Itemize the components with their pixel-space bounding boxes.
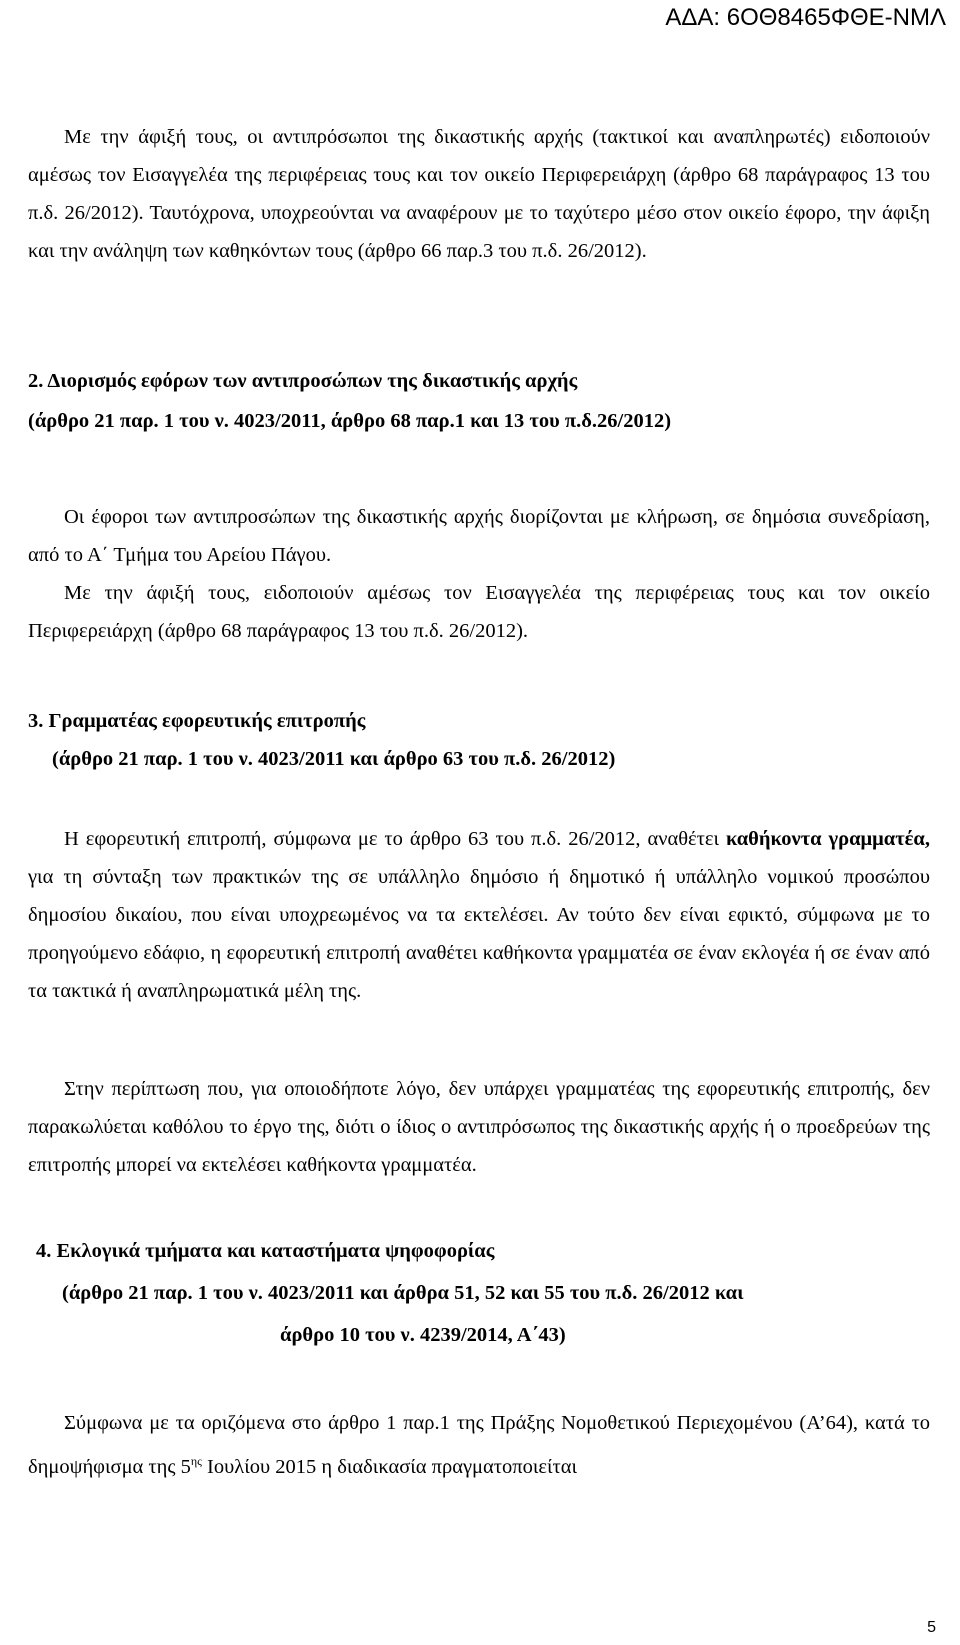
section-2-title: 2. Διορισμός εφόρων των αντιπροσώπων της δικαστικής αρχής bbox=[28, 370, 578, 392]
section-3-p1-after: για τη σύνταξη των πρακτικών της σε υπάλληλο δημόσιο ή δημοτικό ή υπάλληλο νομικού προσώπου δημοσίου δικαίου, που είναι υποχρεωμένος να τα εκτελέσει. Αν τούτο δεν είναι εφικτό, σύμφωνα με το προηγούμενο εδάφιο, η εφορευτική επιτροπή αναθέτει καθήκοντα γραμματέα σε έναν εκλογέα ή σε έναν από τα τακτικά ή αναπληρωματικά μέλη της. bbox=[28, 866, 930, 1002]
section-3-paragraph-2: Στην περίπτωση που, για οποιοδήποτε λόγο, δεν υπάρχει γραμματέας της εφορευτικής επιτροπής, δεν παρακωλύεται καθόλου το έργο της, διότι ο ίδιος ο αντιπρόσωπος της δικαστικής αρχής ή ο προεδρεύων της επιτροπής μπορεί να εκτελέσει καθήκοντα γραμματέα. bbox=[28, 1078, 930, 1176]
section-3-p1-before: Η εφορευτική επιτροπή, σύμφωνα με το άρθρο 63 του π.δ. 26/2012, αναθέτει bbox=[64, 828, 726, 850]
section-4-p1-sup: ης bbox=[190, 1454, 202, 1468]
section-4-reference-line-1: (άρθρο 21 παρ. 1 του ν. 4023/2011 και άρθρα 51, 52 και 55 του π.δ. 26/2012 και bbox=[62, 1282, 744, 1304]
section-3-p1-bold: καθήκοντα γραμματέα, bbox=[725, 828, 930, 850]
section-4-title: 4. Εκλογικά τμήματα και καταστήματα ψηφοφορίας bbox=[36, 1240, 495, 1262]
intro-paragraph: Με την άφιξή τους, οι αντιπρόσωποι της δικαστικής αρχής (τακτικοί και αναπληρωτές) ειδοποιούν αμέσως τον Εισαγγελέα της περιφέρειας τους και τον οικείο Περιφερειάρχη (άρθρο 68 παράγραφος 13 του π.δ. 26/2012). Ταυτόχρονα, υποχρεούνται να αναφέρουν με το ταχύτερο μέσο στον οικείο έφορο, την άφιξη και την ανάληψη των καθηκόντων τους (άρθρο 66 παρ.3 του π.δ. 26/2012). bbox=[28, 126, 930, 262]
section-2-reference: (άρθρο 21 παρ. 1 του ν. 4023/2011, άρθρο 68 παρ.1 και 13 του π.δ.26/2012) bbox=[28, 410, 672, 432]
ada-code: ΑΔΑ: 6ΟΘ8465ΦΘΕ-ΝΜΛ bbox=[665, 4, 946, 31]
section-4-p1-before: Σύμφωνα με τα οριζόμενα στο άρθρο 1 παρ.1 της Πράξης Νομοθετικού Περιεχομένου (Α’64), κατά το δημοψήφισμα της 5 bbox=[28, 1412, 930, 1478]
section-4-p1-after: Ιουλίου 2015 η διαδικασία πραγματοποιείται bbox=[201, 1455, 577, 1478]
section-3-paragraph-1 bbox=[28, 820, 930, 1010]
section-3-reference: (άρθρο 21 παρ. 1 του ν. 4023/2011 και άρθρο 63 του π.δ. 26/2012) bbox=[52, 748, 616, 770]
section-4-paragraph-1 bbox=[28, 1404, 930, 1486]
section-2-paragraph-1: Οι έφοροι των αντιπροσώπων της δικαστικής αρχής διορίζονται με κλήρωση, σε δημόσια συνεδρίαση, από το Α΄ Τμήμα του Αρείου Πάγου. bbox=[28, 506, 930, 566]
section-4-reference-line-2: άρθρο 10 του ν. 4239/2014, Α΄43) bbox=[280, 1324, 566, 1346]
section-2-paragraph-2: Με την άφιξή τους, ειδοποιούν αμέσως τον Εισαγγελέα της περιφέρειας τους και τον οικείο Περιφερειάρχη (άρθρο 68 παράγραφος 13 του π.δ. 26/2012). bbox=[28, 582, 930, 642]
section-3-title: 3. Γραμματέας εφορευτικής επιτροπής bbox=[28, 710, 366, 732]
page-number: 5 bbox=[927, 1619, 936, 1636]
